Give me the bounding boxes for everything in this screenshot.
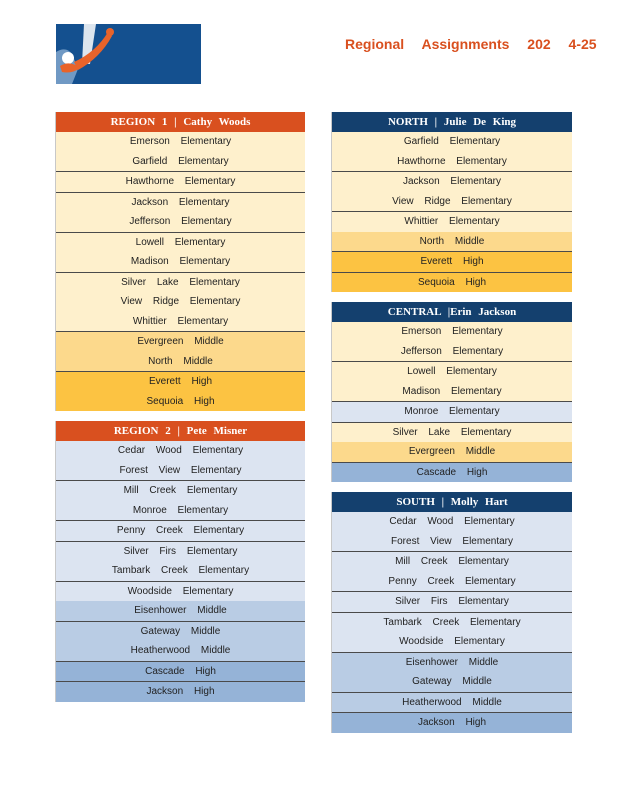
logo-graphic xyxy=(56,24,201,84)
school-group xyxy=(332,172,572,212)
school-group xyxy=(56,542,305,582)
school-group xyxy=(56,521,305,542)
school-row: Heatherwood Middle xyxy=(56,641,305,661)
school-group xyxy=(332,653,572,693)
school-row: Mill Creek Elementary xyxy=(332,552,572,572)
school-row: Woodside Elementary xyxy=(332,632,572,652)
school-row: Forest View Elementary xyxy=(56,461,305,481)
school-row: Emerson Elementary xyxy=(56,132,305,152)
school-row: Tambark Creek Elementary xyxy=(56,561,305,581)
school-row: Heatherwood Middle xyxy=(332,693,572,713)
region-header: REGION 1 | Cathy Woods xyxy=(56,112,305,132)
region-table xyxy=(331,492,572,733)
school-group xyxy=(56,441,305,481)
school-row: Silver Lake Elementary xyxy=(56,273,305,293)
school-row: Gateway Middle xyxy=(332,672,572,692)
school-row: Sequoia High xyxy=(332,273,572,293)
school-group xyxy=(56,273,305,333)
school-row: Silver Firs Elementary xyxy=(56,542,305,562)
school-group xyxy=(56,372,305,411)
school-group xyxy=(56,193,305,233)
region-table xyxy=(331,112,572,292)
school-group xyxy=(332,402,572,423)
school-row: Jackson Elementary xyxy=(332,172,572,192)
region-header: REGION 2 | Pete Misner xyxy=(56,421,305,441)
school-group xyxy=(56,172,305,193)
school-row: Cedar Wood Elementary xyxy=(56,441,305,461)
school-group xyxy=(332,423,572,463)
school-group xyxy=(332,552,572,592)
school-group xyxy=(56,582,305,622)
school-row: Emerson Elementary xyxy=(332,322,572,342)
school-group xyxy=(332,512,572,552)
school-row: Jackson High xyxy=(56,682,305,702)
school-row: Gateway Middle xyxy=(56,622,305,642)
school-group xyxy=(332,693,572,714)
school-row: Garfield Elementary xyxy=(56,152,305,172)
region-table xyxy=(55,421,305,702)
district-logo xyxy=(56,24,201,84)
school-row: Lowell Elementary xyxy=(332,362,572,382)
school-row: Tambark Creek Elementary xyxy=(332,613,572,633)
school-row: Jackson High xyxy=(332,713,572,733)
school-group xyxy=(332,273,572,293)
school-row: Madison Elementary xyxy=(332,382,572,402)
school-group xyxy=(332,613,572,653)
school-group xyxy=(332,592,572,613)
page-title: Regional Assignments 202 4-25 xyxy=(345,36,597,52)
school-row: Cedar Wood Elementary xyxy=(332,512,572,532)
school-row: Cascade High xyxy=(56,662,305,682)
school-row: Sequoia High xyxy=(56,392,305,412)
region-header: NORTH | Julie De King xyxy=(332,112,572,132)
school-row: Hawthorne Elementary xyxy=(332,152,572,172)
school-row: Madison Elementary xyxy=(56,252,305,272)
school-row: Cascade High xyxy=(332,463,572,483)
school-group xyxy=(332,463,572,483)
school-row: Penny Creek Elementary xyxy=(56,521,305,541)
school-row: Silver Firs Elementary xyxy=(332,592,572,612)
school-group xyxy=(56,622,305,662)
school-row: Jackson Elementary xyxy=(56,193,305,213)
school-row: North Middle xyxy=(332,232,572,252)
school-row: Forest View Elementary xyxy=(332,532,572,552)
school-row: Woodside Elementary xyxy=(56,582,305,602)
school-row: Garfield Elementary xyxy=(332,132,572,152)
school-row: Monroe Elementary xyxy=(56,501,305,521)
school-row: Evergreen Middle xyxy=(332,442,572,462)
school-row: Whittier Elementary xyxy=(56,312,305,332)
school-row: Jefferson Elementary xyxy=(332,342,572,362)
school-group xyxy=(56,132,305,172)
school-row: Hawthorne Elementary xyxy=(56,172,305,192)
school-row: Eisenhower Middle xyxy=(56,601,305,621)
school-row: Jefferson Elementary xyxy=(56,212,305,232)
school-row: Eisenhower Middle xyxy=(332,653,572,673)
left-column xyxy=(55,112,305,712)
school-row: View Ridge Elementary xyxy=(332,192,572,212)
school-row: North Middle xyxy=(56,352,305,372)
school-group xyxy=(332,252,572,273)
school-group xyxy=(56,233,305,273)
right-column xyxy=(331,112,572,743)
school-group xyxy=(332,322,572,362)
school-row: Whittier Elementary xyxy=(332,212,572,232)
school-group xyxy=(332,362,572,402)
school-group xyxy=(56,662,305,683)
school-row: Mill Creek Elementary xyxy=(56,481,305,501)
school-row: Lowell Elementary xyxy=(56,233,305,253)
school-group xyxy=(56,332,305,372)
school-row: Evergreen Middle xyxy=(56,332,305,352)
school-group xyxy=(332,132,572,172)
region-table xyxy=(331,302,572,482)
school-row: Monroe Elementary xyxy=(332,402,572,422)
region-header: SOUTH | Molly Hart xyxy=(332,492,572,512)
school-group xyxy=(56,682,305,702)
region-header: CENTRAL |Erin Jackson xyxy=(332,302,572,322)
school-row: Penny Creek Elementary xyxy=(332,572,572,592)
school-group xyxy=(332,713,572,733)
school-row: Everett High xyxy=(332,252,572,272)
school-group xyxy=(56,481,305,521)
school-row: Everett High xyxy=(56,372,305,392)
school-group xyxy=(332,212,572,252)
school-row: Silver Lake Elementary xyxy=(332,423,572,443)
school-row: View Ridge Elementary xyxy=(56,292,305,312)
region-table xyxy=(55,112,305,411)
